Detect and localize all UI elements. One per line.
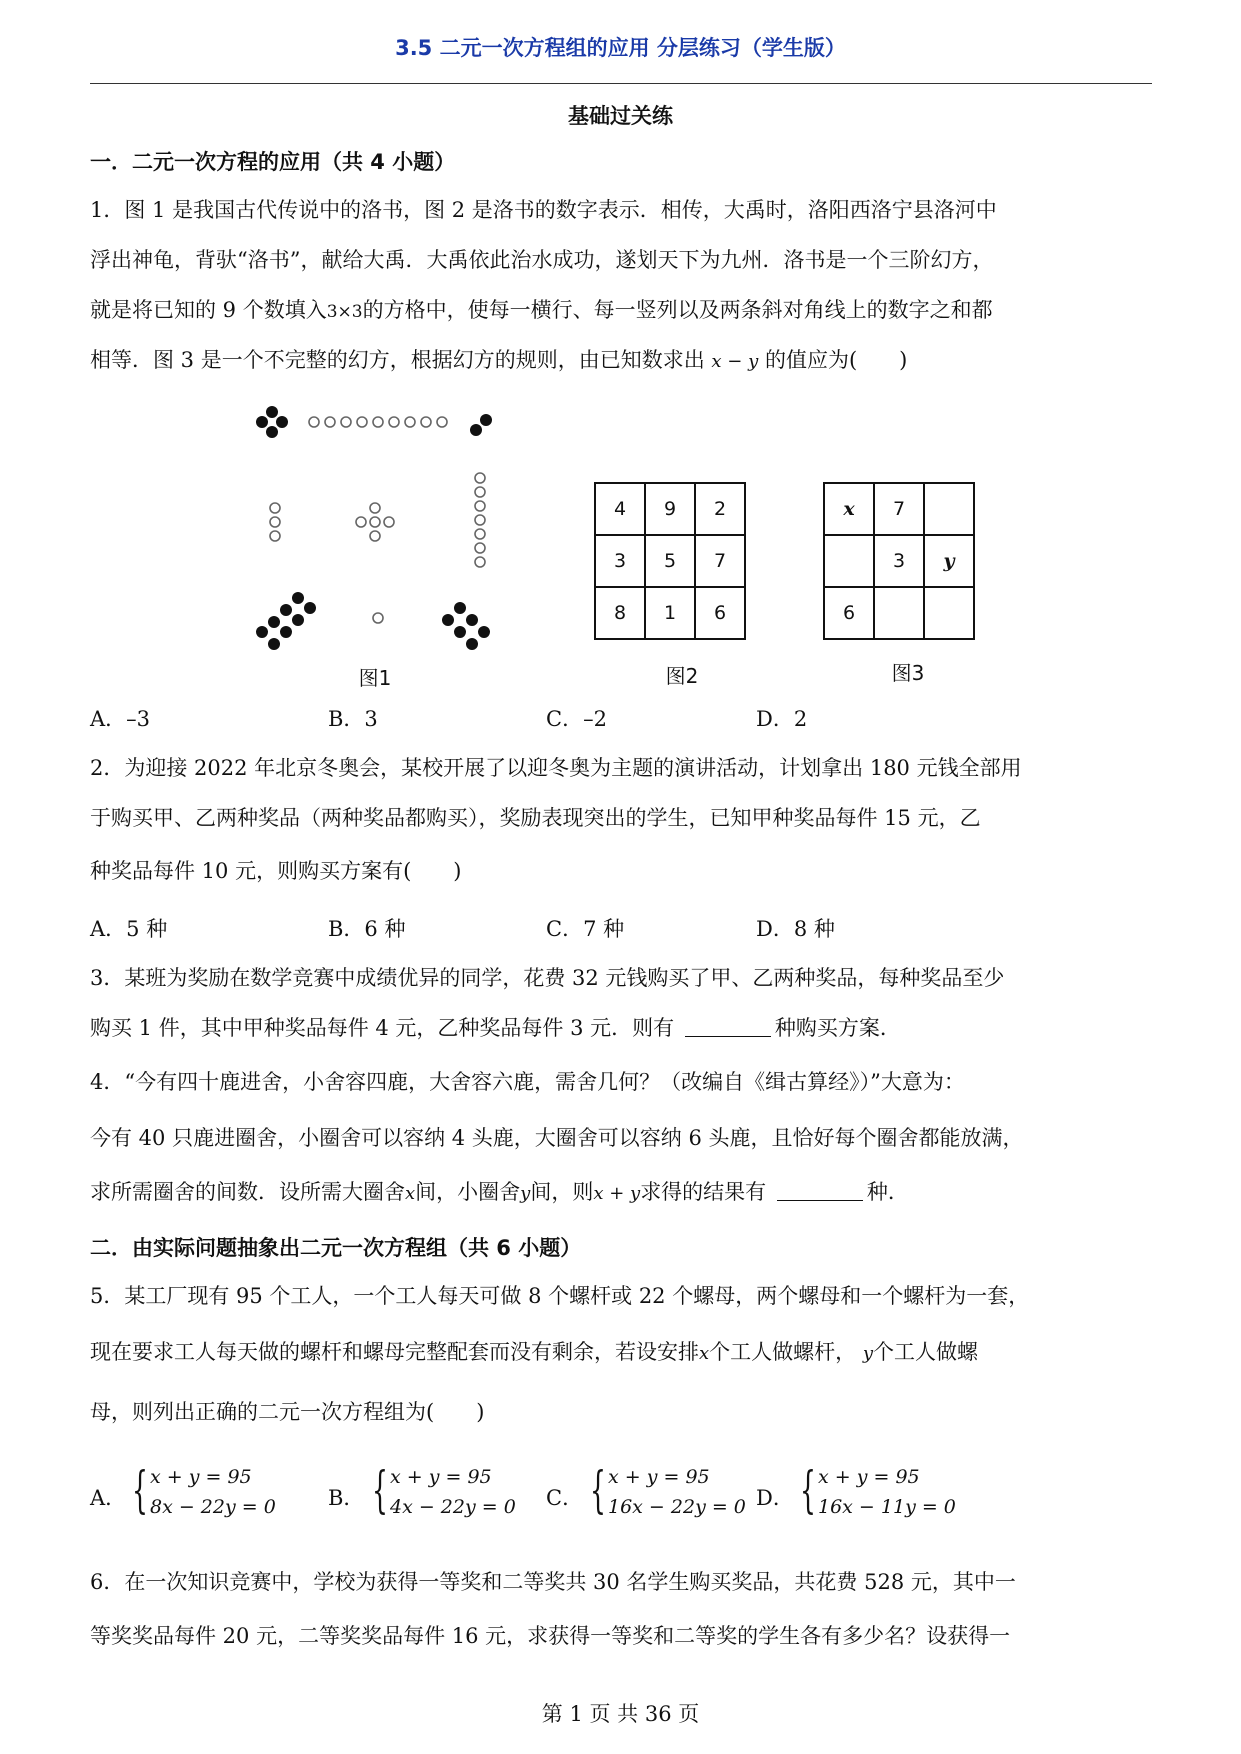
q5-line-3: 母，则列出正确的二元一次方程组为( ) [90,1400,485,1424]
q2-option-d[interactable]: D．8 种 [756,917,835,941]
magic-square-fig2 [594,482,746,640]
q4-line-3: 求所需圈舍的间数．设所需大圈舍x间，小圈舍y间，则x + y求得的结果有 种． [90,1180,909,1204]
fig3-cell [874,587,924,639]
q5-option-d-label[interactable]: D． [756,1486,794,1510]
q5-option-a-label[interactable]: A． [90,1486,127,1510]
q1-option-a[interactable]: A．–3 [90,707,151,731]
section-2-heading: 二．由实际问题抽象出二元一次方程组（共 6 小题） [90,1236,582,1260]
q1-line-3: 就是将已知的 9 个数填入3×3的方格中，使每一横行、每一竖列以及两条斜对角线上的数字之和都 [90,298,993,322]
brace-icon: { [590,1461,606,1519]
fig3-cell: x [824,483,874,535]
q6-line-2: 等奖奖品每件 20 元，二等奖奖品每件 16 元，求获得一等奖和二等奖的学生各有多少名？设获得一 [90,1624,1011,1648]
q2-option-a[interactable]: A．5 种 [90,917,168,941]
fig2-cell: 2 [695,483,745,535]
fig2-caption: 图2 [665,664,699,688]
page-header: 3.5 二元一次方程组的应用 分层练习（学生版） [395,36,846,60]
q3-answer-blank[interactable] [685,1018,771,1037]
q4-line-1: 4．“今有四十鹿进舍，小舍容四鹿，大舍容六鹿，需舍几何？（改编自《缉古算经》）”大意为： [90,1070,965,1094]
q2-line-2: 于购买甲、乙两种奖品（两种奖品都购买），奖励表现突出的学生，已知甲种奖品每件 15 元，乙 [90,806,981,830]
q1-line-4: 相等．图 3 是一个不完整的幻方，根据幻方的规则，由已知数求出 x − y 的值应为( ) [90,348,908,372]
brace-icon: { [800,1461,816,1519]
fig2-cell: 8 [595,587,645,639]
q1-option-b[interactable]: B．3 [328,707,378,731]
q4-answer-blank[interactable] [777,1182,863,1201]
q5-option-b-label[interactable]: B． [328,1486,365,1510]
magic-square-fig3 [823,482,975,640]
header-rule [90,83,1152,84]
fig3-cell: 3 [874,535,924,587]
fig2-cell: 1 [645,587,695,639]
fig3-cell: y [924,535,974,587]
section-1-heading: 一．二元一次方程的应用（共 4 小题） [90,150,456,174]
fig1-caption: 图1 [358,666,392,690]
brace-icon: { [372,1461,388,1519]
fig3-cell [924,483,974,535]
q2-option-c[interactable]: C．7 种 [546,917,625,941]
q3-line-2: 购买 1 件，其中甲种奖品每件 4 元，乙种奖品每件 3 元．则有 种购买方案． [90,1016,901,1040]
q1-line-1: 1．图 1 是我国古代传说中的洛书，图 2 是洛书的数字表示．相传，大禹时，洛阳西洛宁县洛河中 [90,198,997,222]
q3-line-1: 3．某班为奖励在数学竞赛中成绩优异的同学，花费 32 元钱购买了甲、乙两种奖品，每种奖品至少 [90,966,1005,990]
fig2-cell: 4 [595,483,645,535]
doc-title: 基础过关练 [568,104,673,128]
q1-option-c[interactable]: C．–2 [546,707,607,731]
q5-line-1: 5．某工厂现有 95 个工人，一个工人每天可做 8 个螺杆或 22 个螺母，两个螺母和一个螺杆为一套， [90,1284,1030,1308]
fig2-cell: 5 [645,535,695,587]
q1-line-2: 浮出神龟，背驮“洛书”，献给大禹．大禹依此治水成功，遂划天下为九州．洛书是一个三阶幻方， [90,248,994,272]
q6-line-1: 6．在一次知识竞赛中，学校为获得一等奖和二等奖共 30 名学生购买奖品，共花费 528 元，其中一 [90,1570,1016,1594]
q2-line-3: 种奖品每件 10 元，则购买方案有( ) [90,859,462,883]
fig2-cell: 3 [595,535,645,587]
page-footer: 第 1 页 共 36 页 [541,1702,700,1726]
q2-line-1: 2．为迎接 2022 年北京冬奥会，某校开展了以迎冬奥为主题的演讲活动，计划拿出 180 元钱全部用 [90,756,1022,780]
fig3-cell: 6 [824,587,874,639]
brace-icon: { [132,1461,148,1519]
luoshu-figure [250,400,500,650]
q2-option-b[interactable]: B．6 种 [328,917,406,941]
fig3-caption: 图3 [891,661,925,685]
q4-line-2: 今有 40 只鹿进圈舍，小圈舍可以容纳 4 头鹿，大圈舍可以容纳 6 头鹿，且恰好每个圈舍都能放满， [90,1126,1024,1150]
fig2-cell: 6 [695,587,745,639]
fig2-cell: 9 [645,483,695,535]
q5-option-c-label[interactable]: C． [546,1486,584,1510]
fig3-cell [824,535,874,587]
fig3-cell [924,587,974,639]
fig3-cell: 7 [874,483,924,535]
fig2-cell: 7 [695,535,745,587]
q5-line-2: 现在要求工人每天做的螺杆和螺母完整配套而没有剩余，若设安排x个工人做螺杆， y个工人做螺 [90,1340,979,1364]
q1-option-d[interactable]: D．2 [756,707,808,731]
